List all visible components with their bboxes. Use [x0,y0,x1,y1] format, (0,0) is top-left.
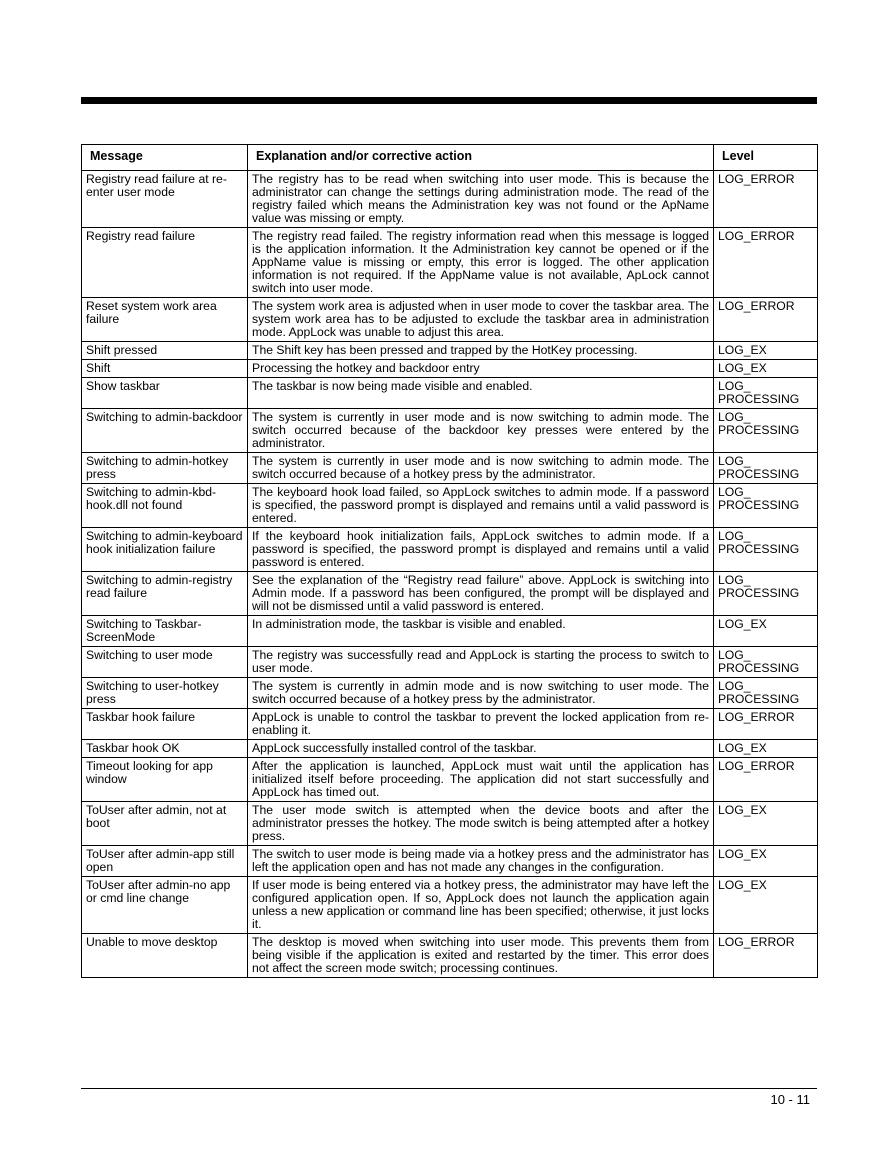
message-cell: Shift pressed [82,342,248,360]
message-cell: Switching to user mode [82,647,248,678]
level-cell: LOG_EX [714,342,818,360]
table-row [82,378,818,409]
table-row [82,846,818,877]
explanation-cell: After the application is launched, AppLock must wait until the application has initialized itself before proceeding. The application did not start successfully and AppLock has timed out. [248,758,714,802]
table-row [82,298,818,342]
level-cell: LOG_ERROR [714,171,818,228]
explanation-cell: The keyboard hook load failed, so AppLock switches to admin mode. If a password is specified, the password prompt is displayed and remains until a valid password is entered. [248,484,714,528]
table-row [82,877,818,934]
explanation-cell: The registry was successfully read and AppLock is starting the process to switch to user mode. [248,647,714,678]
level-cell: LOG_ PROCESSING [714,528,818,572]
explanation-cell: The registry has to be read when switching into user mode. This is because the administrator can change the settings during administration mode. The read of the registry failed which means the Administration key was not found or the ApName value was missing or empty. [248,171,714,228]
level-cell: LOG_ERROR [714,709,818,740]
column-header-message: Message [82,145,248,171]
explanation-cell: If user mode is being entered via a hotkey press, the administrator may have left the configured application open. If so, AppLock does not launch the application again unless a new application or command line has been specified; otherwise, it just locks it. [248,877,714,934]
table-header-row [82,145,818,171]
table-row [82,616,818,647]
message-cell: Taskbar hook failure [82,709,248,740]
level-cell: LOG_ PROCESSING [714,572,818,616]
explanation-cell: AppLock successfully installed control of the taskbar. [248,740,714,758]
level-cell: LOG_EX [714,616,818,647]
message-cell: Reset system work area failure [82,298,248,342]
message-cell: Switching to admin-registry read failure [82,572,248,616]
explanation-cell: Processing the hotkey and backdoor entry [248,360,714,378]
explanation-cell: The system is currently in admin mode and is now switching to user mode. The switch occurred because of a hotkey press by the administrator. [248,678,714,709]
table-row [82,342,818,360]
level-cell: LOG_ERROR [714,298,818,342]
level-cell: LOG_ERROR [714,758,818,802]
message-cell: Shift [82,360,248,378]
explanation-cell: The user mode switch is attempted when the device boots and after the administrator presses the hotkey. The mode switch is being attempted after a hotkey press. [248,802,714,846]
explanation-cell: If the keyboard hook initialization fails, AppLock switches to admin mode. If a password is specified, the password prompt is displayed and remains until a valid password is entered. [248,528,714,572]
message-cell: Switching to admin-hotkey press [82,453,248,484]
explanation-cell: See the explanation of the “Registry read failure” above. AppLock is switching into Admin mode. If a password has been configured, the prompt will be displayed and will not be dismissed until a valid password is entered. [248,572,714,616]
page-number: 10 - 11 [770,1092,810,1107]
level-cell: LOG_EX [714,877,818,934]
message-cell: Show taskbar [82,378,248,409]
message-cell: Switching to Taskbar-ScreenMode [82,616,248,647]
table-row [82,709,818,740]
level-cell: LOG_ERROR [714,228,818,298]
table-row [82,409,818,453]
level-cell: LOG_EX [714,846,818,877]
explanation-cell: In administration mode, the taskbar is visible and enabled. [248,616,714,647]
explanation-cell: AppLock is unable to control the taskbar to prevent the locked application from re-enabling it. [248,709,714,740]
table-row [82,171,818,228]
table-row [82,802,818,846]
table-row [82,528,818,572]
message-cell: Switching to admin-kbd-hook.dll not found [82,484,248,528]
footer-rule [81,1088,817,1089]
level-cell: LOG_ PROCESSING [714,647,818,678]
table-row [82,758,818,802]
table-row [82,572,818,616]
message-cell: Registry read failure [82,228,248,298]
explanation-cell: The system is currently in user mode and is now switching to admin mode. The switch occurred because of the backdoor key presses were entered by the administrator. [248,409,714,453]
column-header-level: Level [714,145,818,171]
message-cell: Taskbar hook OK [82,740,248,758]
explanation-cell: The system is currently in user mode and is now switching to admin mode. The switch occurred because of a hotkey press by the administrator. [248,453,714,484]
message-cell: Registry read failure at re-enter user mode [82,171,248,228]
table-row [82,678,818,709]
explanation-cell: The registry read failed. The registry information read when this message is logged is the application information. It the Administration key cannot be opened or if the AppName value is missing or empty, this error is logged. The other application information is not required. If the AppName value is not available, ApLock cannot switch into user mode. [248,228,714,298]
table-row [82,360,818,378]
message-cell: Timeout looking for app window [82,758,248,802]
explanation-cell: The system work area is adjusted when in user mode to cover the taskbar area. The system work area has to be adjusted to exclude the taskbar area in administration mode. AppLock was unable to adjust this area. [248,298,714,342]
explanation-cell: The Shift key has been pressed and trapped by the HotKey processing. [248,342,714,360]
level-cell: LOG_ PROCESSING [714,678,818,709]
level-cell: LOG_EX [714,360,818,378]
message-cell: ToUser after admin-no app or cmd line change [82,877,248,934]
level-cell: LOG_ PROCESSING [714,484,818,528]
level-cell: LOG_EX [714,802,818,846]
level-cell: LOG_ PROCESSING [714,378,818,409]
message-cell: ToUser after admin, not at boot [82,802,248,846]
message-cell: ToUser after admin-app still open [82,846,248,877]
message-cell: Switching to user-hotkey press [82,678,248,709]
table-row [82,228,818,298]
message-table [81,144,818,978]
level-cell: LOG_EX [714,740,818,758]
message-cell: Switching to admin-backdoor [82,409,248,453]
table-row [82,484,818,528]
message-cell: Unable to move desktop [82,934,248,978]
table-body [82,171,818,978]
message-cell: Switching to admin-keyboard hook initialization failure [82,528,248,572]
level-cell: LOG_ PROCESSING [714,409,818,453]
explanation-cell: The switch to user mode is being made via a hotkey press and the administrator has left the application open and has not made any changes in the configuration. [248,846,714,877]
table-row [82,647,818,678]
table-row [82,934,818,978]
table-row [82,740,818,758]
level-cell: LOG_ PROCESSING [714,453,818,484]
table-row [82,453,818,484]
header-rule [81,97,817,104]
column-header-explanation: Explanation and/or corrective action [248,145,714,171]
explanation-cell: The desktop is moved when switching into user mode. This prevents them from being visible if the application is exited and restarted by the timer. This error does not affect the screen mode switch; processing continues. [248,934,714,978]
level-cell: LOG_ERROR [714,934,818,978]
explanation-cell: The taskbar is now being made visible and enabled. [248,378,714,409]
